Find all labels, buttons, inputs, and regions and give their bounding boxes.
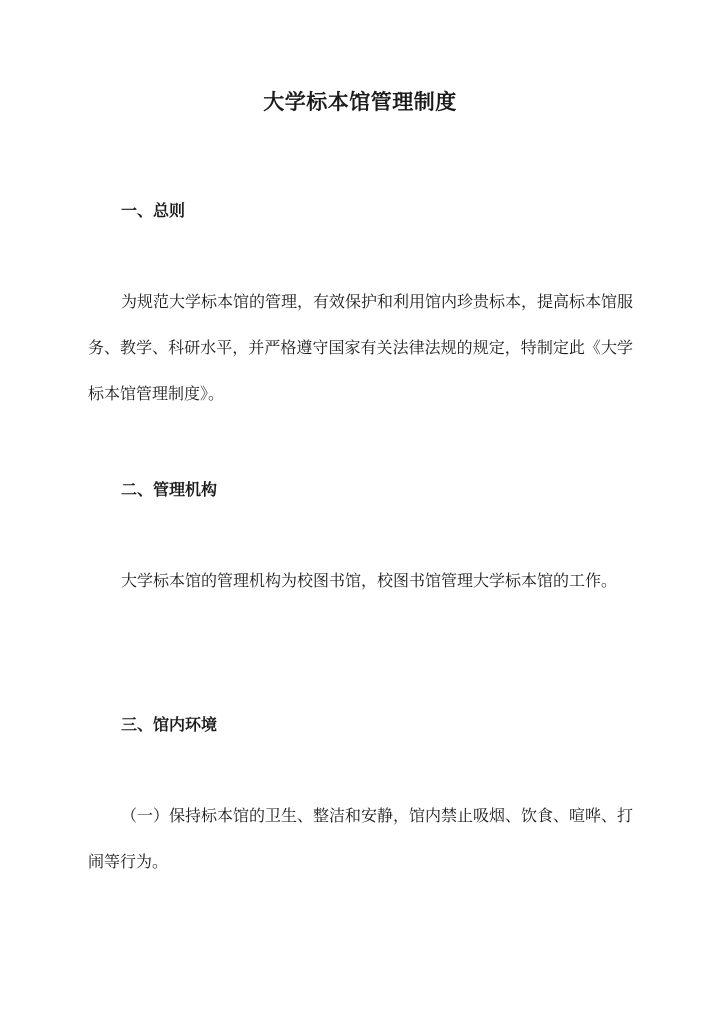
page-title: 大学标本馆管理制度 bbox=[263, 89, 457, 114]
section-heading-general: 一、总则 bbox=[121, 201, 186, 220]
section-paragraph-general: 为规范大学标本馆的管理，有效保护和利用馆内珍贵标本，提高标本馆服务、教学、科研水平，并严格遵守国家有关法律法规的规定，特制定此《大学标本馆管理制度》。 bbox=[88, 292, 634, 403]
section-heading-environment: 三、馆内环境 bbox=[121, 715, 218, 734]
section-heading-management: 二、管理机构 bbox=[121, 480, 218, 499]
section-paragraph-management: 大学标本馆的管理机构为校图书馆，校图书馆管理大学标本馆的工作。 bbox=[121, 571, 618, 590]
section-paragraph-environment: （一）保持标本馆的卫生、整洁和安静，馆内禁止吸烟、饮食、喧哗、打闹等行为。 bbox=[88, 806, 634, 871]
